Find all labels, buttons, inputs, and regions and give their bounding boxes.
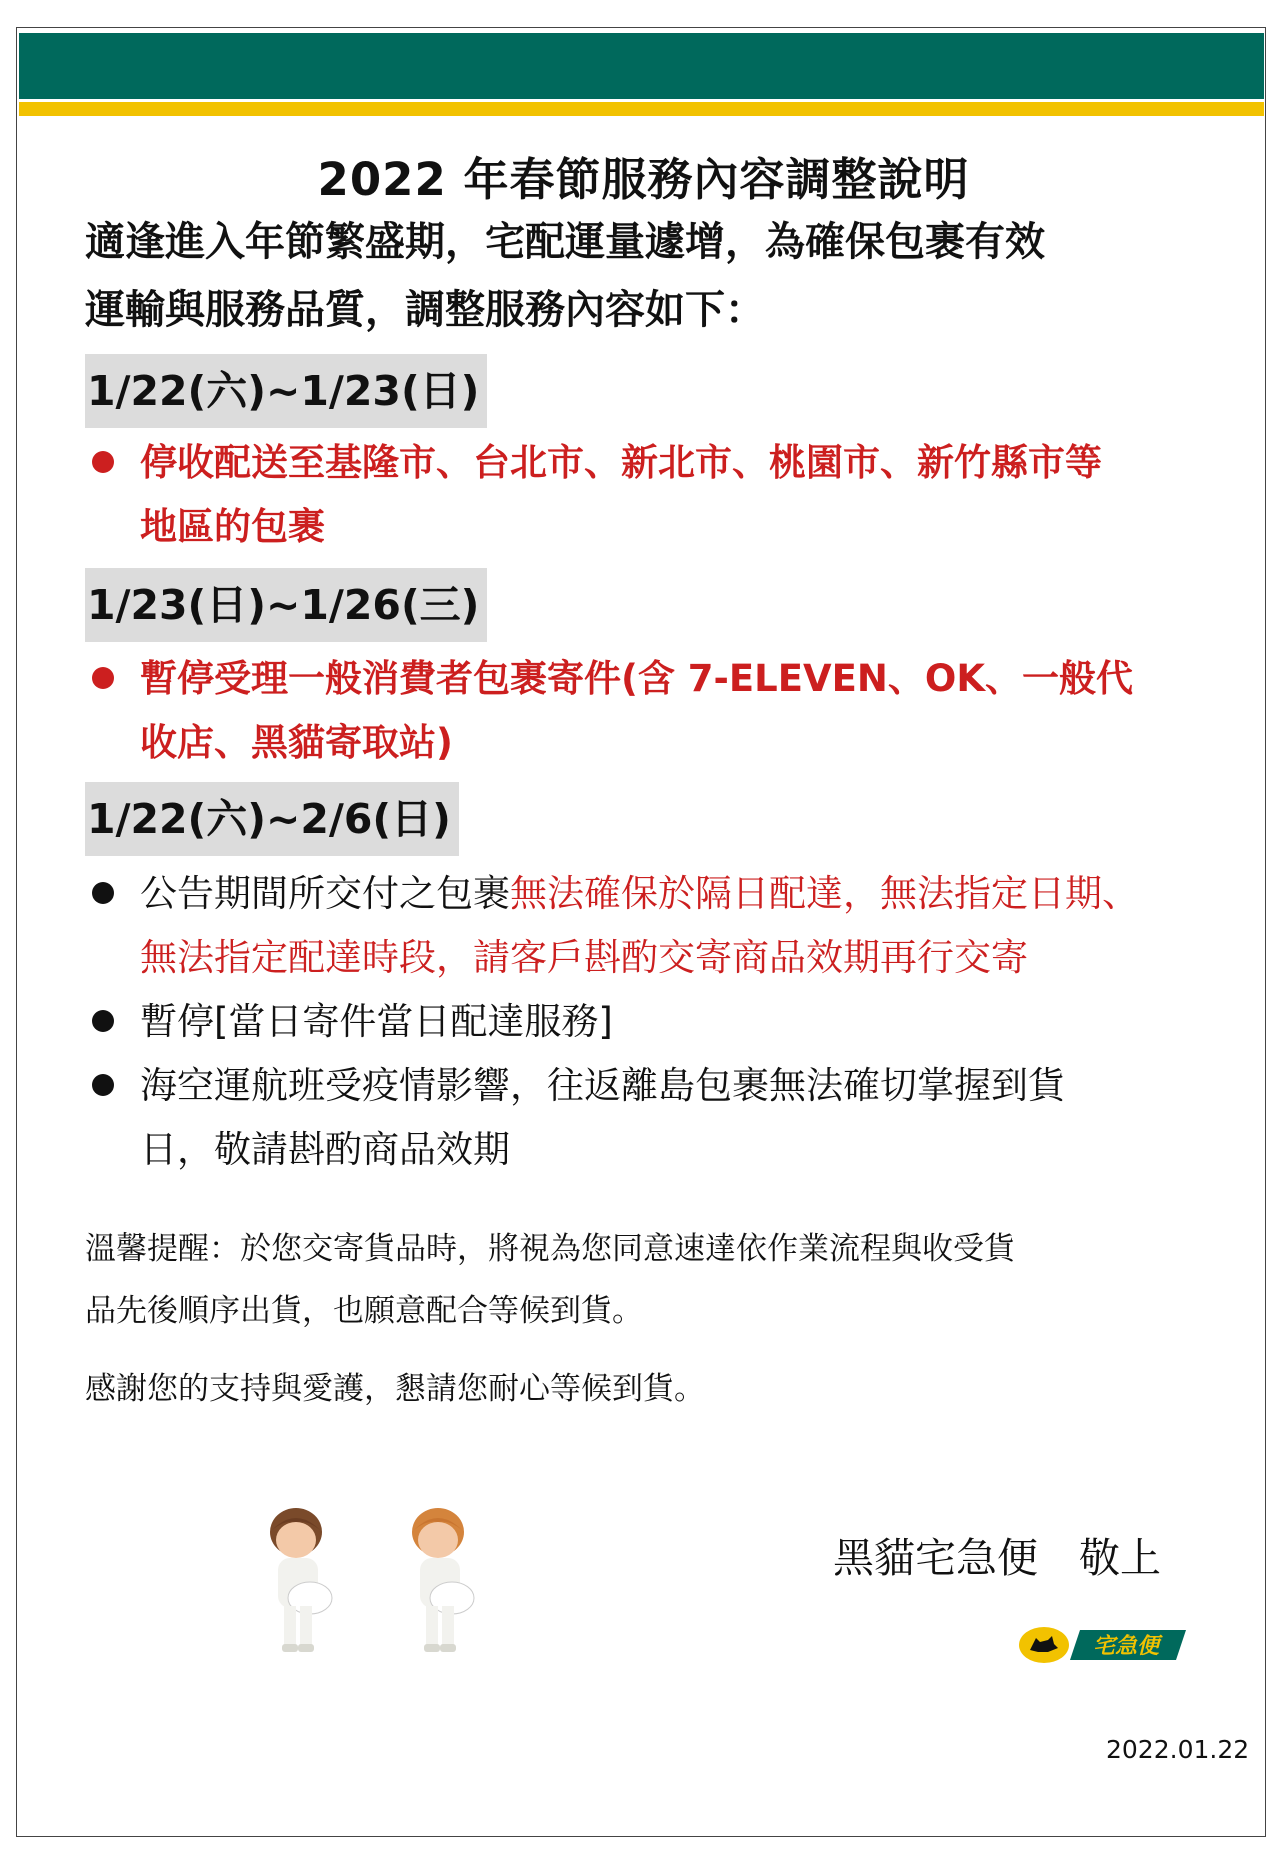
item-line-1: 暫停[當日寄件當日配達服務] <box>140 1000 613 1043</box>
list-item <box>85 990 1235 1054</box>
thanks-note: 感謝您的支持與愛護，懇請您耐心等候到貨。 <box>85 1371 705 1407</box>
bowing-courier-illustration <box>258 1500 348 1660</box>
company-logo <box>1018 1626 1188 1668</box>
signature: 黑貓宅急便 敬上 <box>833 1534 1161 1582</box>
notice-title: 2022 年春節服務內容調整說明 <box>317 153 970 206</box>
intro-line-1: 適逢進入年節繁盛期，宅配運量遽增，為確保包裹有效 <box>85 219 1045 265</box>
notice-date: 2022.01.22 <box>1106 1735 1250 1764</box>
logo-text: 宅急便 <box>1092 1634 1160 1659</box>
bullet-icon <box>92 882 114 904</box>
item-line-1: 海空運航班受疫情影響，往返離島包裹無法確切掌握到貨 <box>140 1064 1065 1107</box>
section-heading-3: 1/22(六)~2/6(日) <box>85 782 459 856</box>
bullet-icon <box>92 1074 114 1096</box>
list-item <box>85 647 1235 775</box>
bullet-icon <box>92 451 114 473</box>
bullet-icon <box>92 667 114 689</box>
reminder-line-1: 溫馨提醒：於您交寄貨品時，將視為您同意速達依作業流程與收受貨 <box>85 1231 1015 1267</box>
section-heading-2: 1/23(日)~1/26(三) <box>85 568 487 642</box>
item-red-text: 無法確保於隔日配達，無法指定日期、 <box>510 872 1139 915</box>
header-yellow-bar <box>19 102 1264 116</box>
item-line-2: 日，敬請斟酌商品效期 <box>140 1128 510 1171</box>
intro-line-2: 運輸與服務品質，調整服務內容如下： <box>85 287 765 333</box>
intro-text <box>85 208 1205 344</box>
item-line-1: 暫停受理一般消費者包裹寄件(含 7-ELEVEN、OK、一般代 <box>140 657 1134 700</box>
list-item <box>85 431 1235 559</box>
item-line-1: 停收配送至基隆市、台北市、新北市、桃園市、新竹縣市等 <box>140 441 1102 484</box>
bullet-icon <box>92 1010 114 1032</box>
list-item <box>85 1054 1235 1182</box>
section-heading-1: 1/22(六)~1/23(日) <box>85 354 487 428</box>
header-green-bar <box>19 33 1264 99</box>
black-cat-logo-icon <box>1018 1626 1188 1664</box>
list-item <box>85 862 1235 990</box>
bowing-courier-illustration <box>400 1500 490 1660</box>
item-prefix: 公告期間所交付之包裹 <box>140 872 510 915</box>
item-line-2: 收店、黑貓寄取站) <box>140 721 453 764</box>
item-line-2: 地區的包裹 <box>140 505 325 548</box>
item-line-1 <box>140 862 1235 926</box>
reminder-line-2: 品先後順序出貨，也願意配合等候到貨。 <box>85 1293 643 1329</box>
reminder-note <box>85 1218 1205 1342</box>
item-line-2: 無法指定配達時段，請客戶斟酌交寄商品效期再行交寄 <box>140 936 1028 979</box>
